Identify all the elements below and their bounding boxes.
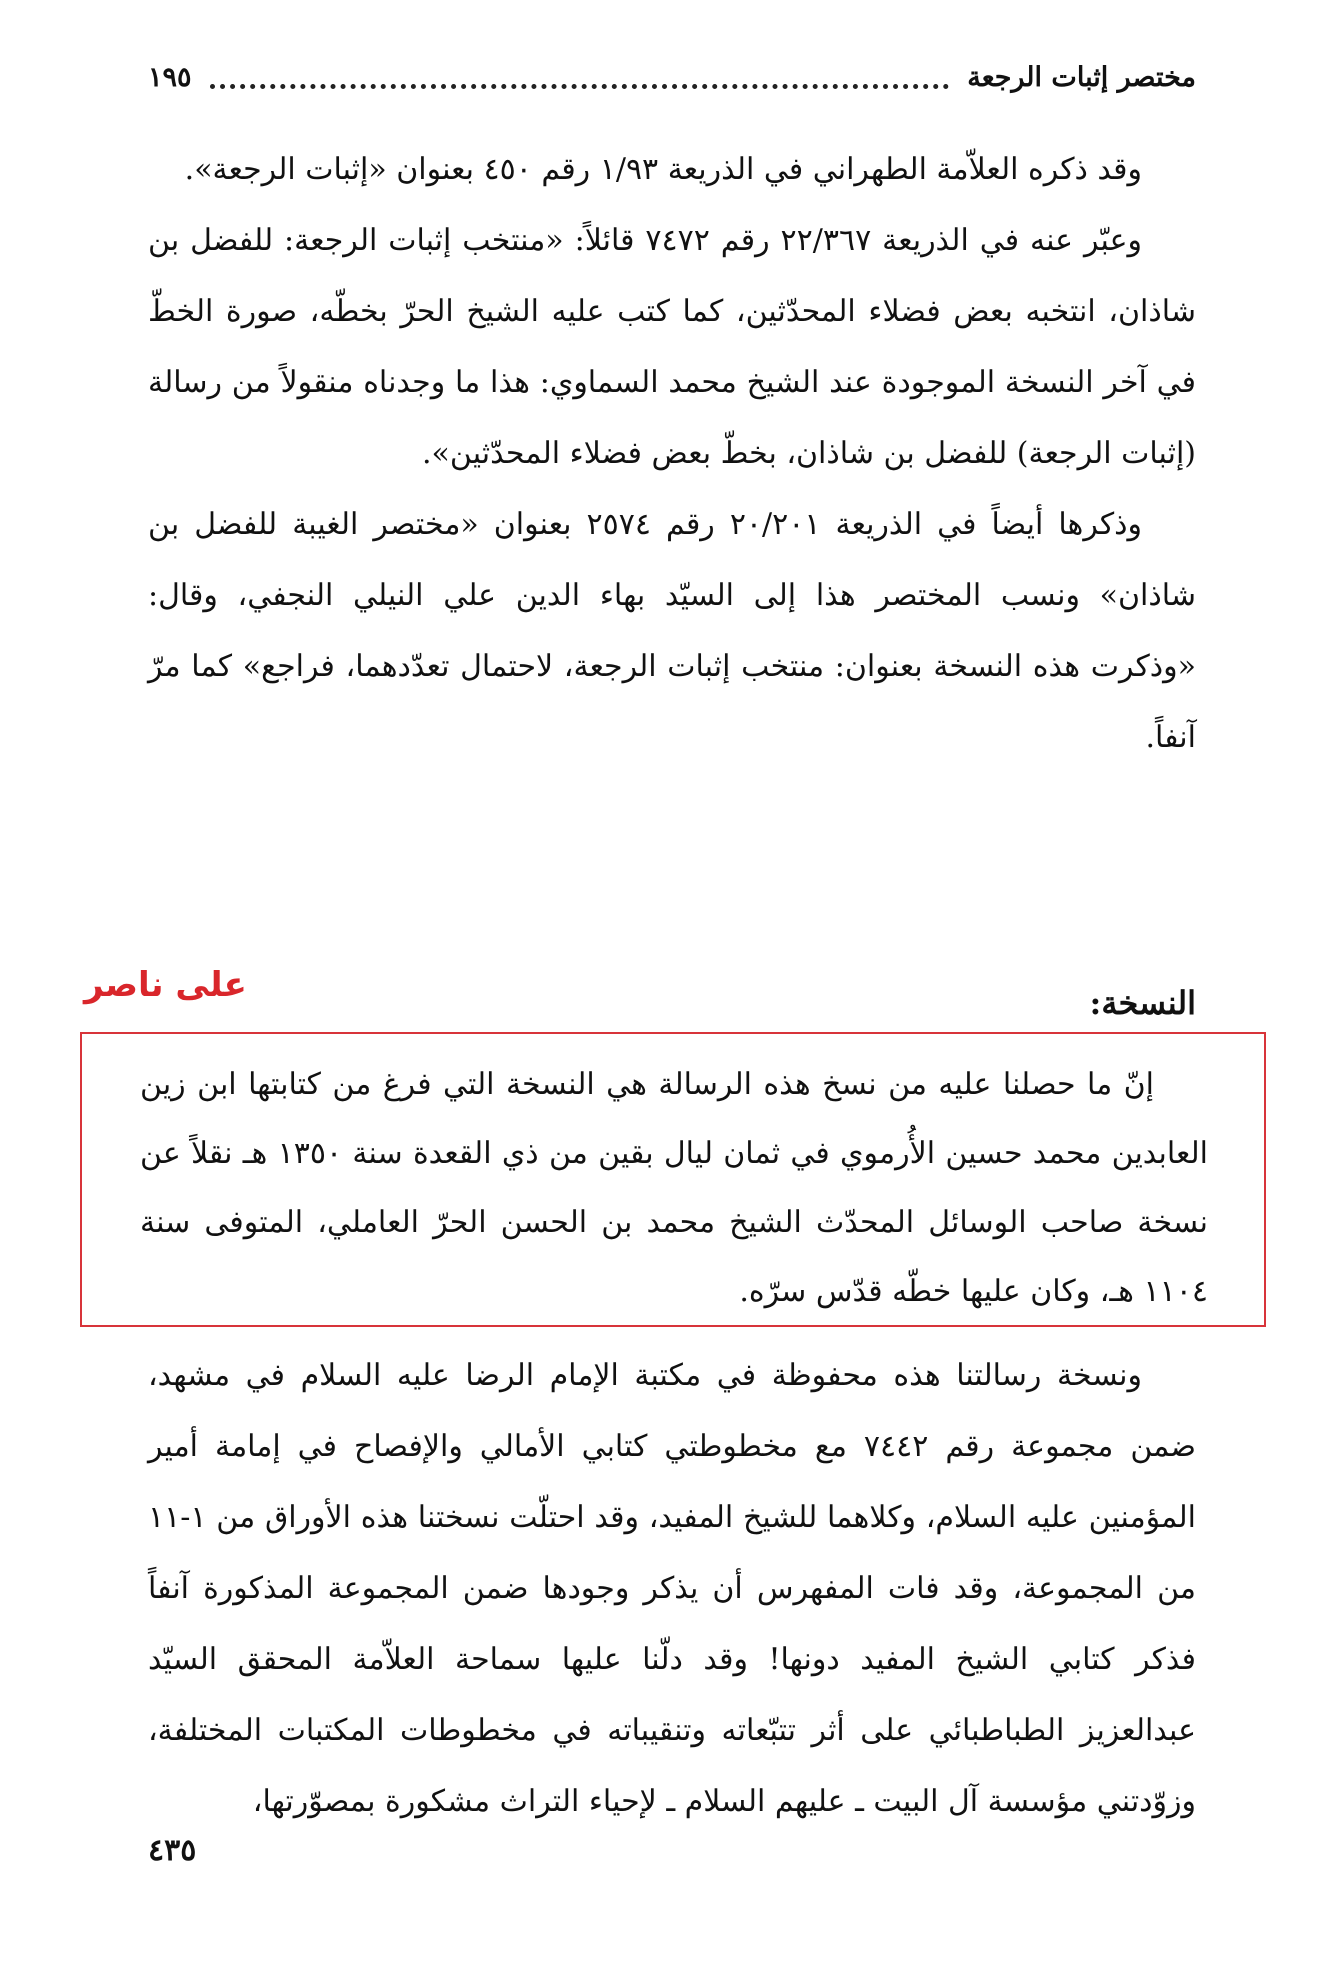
handwritten-annotation: على ناصر <box>84 965 247 1005</box>
boxed-paragraph: إنّ ما حصلنا عليه من نسخ هذه الرسالة هي النسخة التي فرغ من كتابتها ابن زين العابدين محمد حسين الأُرموي في ثمان ليال بقين من ذي القعدة سنة ١٣٥٠ هـ نقلاً عن نسخة صاحب الوسائل المحدّث الشيخ محمد بن الحسن الحرّ العاملي، المتوفى سنة ١١٠٤ هـ، وكان عليها خطّه قدّس سرّه. <box>140 1067 1208 1309</box>
paragraph: وعبّر عنه في الذريعة ٢٢/٣٦٧ رقم ٧٤٧٢ قائلاً: «منتخب إثبات الرجعة: للفضل بن شاذان، انتخبه بعض فضلاء المحدّثين، كما كتب عليه الشيخ الحرّ بخطّه، صورة الخطّ في آخر النسخة الموجودة عند الشيخ محمد السماوي: هذا ما وجدناه منقولاً من رسالة (إثبات الرجعة) للفضل بن شاذان، بخطّ بعض فضلاء المحدّثين». <box>148 223 1196 471</box>
body-text-bottom <box>148 1340 1196 1837</box>
header-page-number: ١٩٥ <box>148 61 192 93</box>
footer-page-number: ٤٣٥ <box>148 1833 197 1868</box>
header-leader-dots <box>210 66 950 89</box>
running-header <box>148 52 1196 102</box>
body-text-top <box>148 134 1196 773</box>
header-title: مختصر إثبات الرجعة <box>967 61 1196 93</box>
section-heading: النسخة: <box>1089 984 1196 1022</box>
paragraph: وذكرها أيضاً في الذريعة ٢٠/٢٠١ رقم ٢٥٧٤ بعنوان «مختصر الغيبة للفضل بن شاذان» ونسب المختصر هذا إلى السيّد بهاء الدين علي النيلي النجفي، وقال: «وذكرت هذه النسخة بعنوان: منتخب إثبات الرجعة، لاحتمال تعدّدهما، فراجع» كما مرّ آنفاً. <box>148 507 1196 755</box>
paragraph: وقد ذكره العلاّمة الطهراني في الذريعة ١/٩٣ رقم ٤٥٠ بعنوان «إثبات الرجعة». <box>184 152 1142 187</box>
highlighted-paragraph-box <box>80 1032 1266 1327</box>
paragraph: ونسخة رسالتنا هذه محفوظة في مكتبة الإمام الرضا عليه السلام في مشهد، ضمن مجموعة رقم ٧٤٤٢ مع مخطوطتي كتابي الأمالي والإفصاح في إمامة أمير المؤمنين عليه السلام، وكلاهما للشيخ المفيد، وقد احتلّت نسختنا هذه الأوراق من ١-١١ من المجموعة، وقد فات المفهرس أن يذكر وجودها ضمن المجموعة المذكورة آنفاً فذكر كتابي الشيخ المفيد دونها! وقد دلّنا عليها سماحة العلاّمة المحقق السيّد عبدالعزيز الطباطبائي على أثر تتبّعاته وتنقيباته في مخطوطات المكتبات المختلفة، وزوّدتني مؤسسة آل البيت ـ عليهم السلام ـ لإحياء التراث مشكورة بمصوّرتها، <box>148 1358 1196 1819</box>
